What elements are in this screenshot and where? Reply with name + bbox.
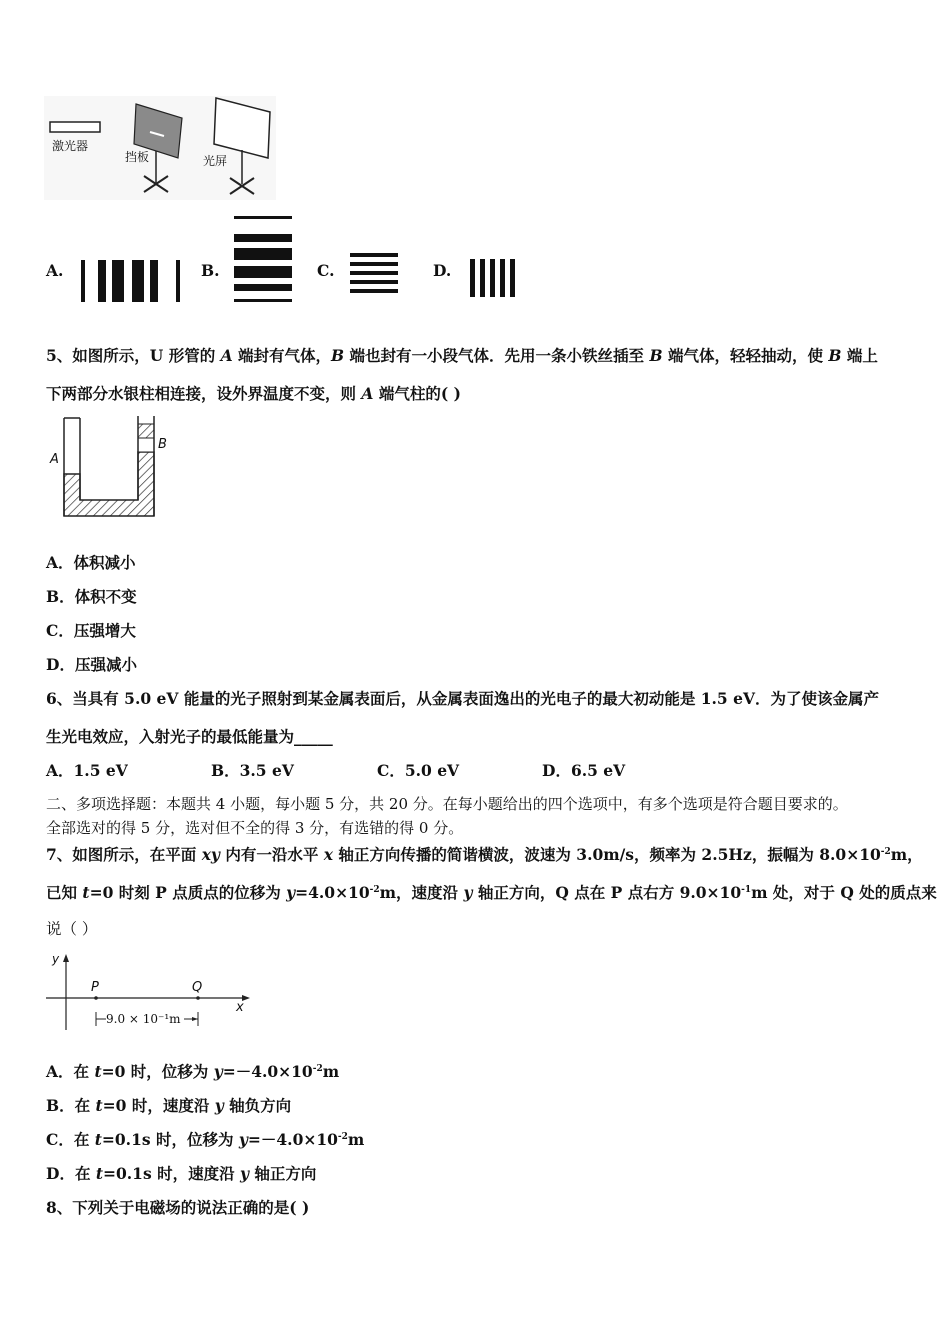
q6-line-2: 生光电效应，入射光子的最低能量为_____ [46, 727, 333, 746]
q5-option-b: B．体积不变 [46, 587, 137, 606]
q7-option-a: A．在 t=0 时，位移为 $y=-4.0\times 10^{-2}m$ [46, 1062, 340, 1081]
q6-option-a: A．1.5 eV [46, 761, 128, 780]
section2-heading-line-2: 全部选对的得 5 分，选对但不全的得 3 分，有选错的得 0 分。 [46, 819, 464, 837]
q4-option-c-label: C. [317, 261, 335, 280]
q6-option-c: C．5.0 eV [377, 761, 460, 780]
q4-option-d-pattern [468, 257, 520, 299]
q8-line-1: 8、下列关于电磁场的说法正确的是( ) [46, 1198, 310, 1217]
u-tube-figure [44, 412, 172, 520]
wave-point-p-label: P [91, 980, 99, 995]
u-tube-label-a: A [50, 452, 59, 467]
q4-option-b-pattern [232, 214, 294, 304]
baffle-label: 挡板 [125, 150, 150, 164]
q4-option-d-label: D. [433, 261, 452, 280]
q5-option-d: D．压强减小 [46, 655, 137, 674]
q5-option-c: C．压强增大 [46, 621, 136, 640]
q4-option-a-pattern [78, 258, 186, 304]
wave-point-q-label: Q [192, 980, 203, 995]
laser-label: 激光器 [52, 139, 89, 153]
q7-line-1: 7、如图所示，在平面 xy 内有一沿水平 x 轴正方向传播的简谐横波，波速为 3.0m/s，频率为 2.5Hz，振幅为 $8.0\times 10^{-2}m$， [46, 845, 923, 864]
q7-line-2: 已知 t=0 时刻 P 点质点的位移为 $y=4.0\times 10^{-2}m$，速度沿 y 轴正方向，Q 点在 P 点右方 $9.0\times 10^{-1}m$ 处，对于 Q 处的质点来 [46, 883, 937, 902]
q7-option-c: C．在 t=0.1s 时，位移为 $y=-4.0\times 10^{-2}m$ [46, 1130, 365, 1149]
q7-option-d: D．在 t=0.1s 时，速度沿 y 轴正方向 [46, 1164, 317, 1183]
q6-line-1: 6、当具有 5.0 eV 能量的光子照射到某金属表面后，从金属表面逸出的光电子的最大初动能是 1.5 eV．为了使该金属产 [46, 689, 879, 708]
u-tube-label-b: B [158, 437, 167, 452]
q5-line-2: 下两部分水银柱相连接，设外界温度不变，则 A 端气柱的( ) [46, 384, 461, 403]
q6-option-d: D．6.5 eV [542, 761, 626, 780]
q7-option-b: B．在 t=0 时，速度沿 y 轴负方向 [46, 1096, 292, 1115]
q4-option-c-pattern [348, 251, 400, 295]
q4-option-b-label: B. [201, 261, 220, 280]
q5-line-1: 5、如图所示，U 形管的 A 端封有气体，B 端也封有一小段气体．先用一条小铁丝插至 B 端气体，轻轻抽动，使 B 端上 [46, 346, 878, 365]
wave-distance-label: 9.0 × 10⁻¹m [106, 1012, 181, 1026]
q6-option-b: B．3.5 eV [211, 761, 294, 780]
screen-label: 光屏 [203, 154, 228, 168]
q4-option-a-label: A. [46, 261, 64, 280]
section2-heading-line-1: 二、多项选择题：本题共 4 小题，每小题 5 分，共 20 分。在每小题给出的四个选项中，有多个选项是符合题目要求的。 [46, 795, 848, 813]
q7-line-3: 说（ ） [46, 920, 98, 938]
wave-axis-y-label: y [52, 952, 60, 966]
q5-option-a: A．体积减小 [46, 553, 136, 572]
wave-axis-x-label: x [236, 1000, 244, 1015]
